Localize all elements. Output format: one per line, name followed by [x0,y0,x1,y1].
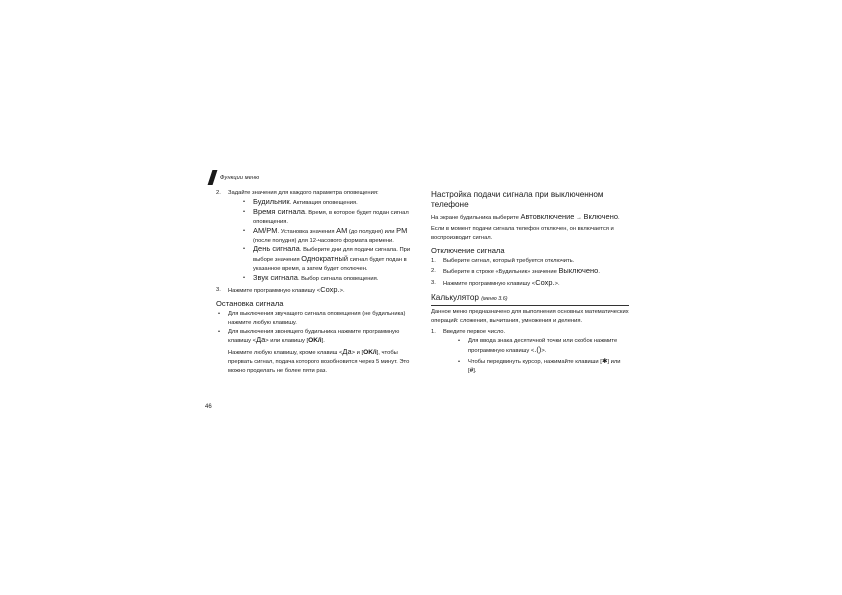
step-3: 3. Нажмите программную клавишу <Сохр.>. [216,285,345,295]
list-item: • Будильник. Активация оповещения. [241,198,412,208]
list-item: • AM/PM. Установка значения AM (до полудня) или PM (после полудня) для 12-часового формата времени. [241,227,412,246]
step-2: 2. Выберите в строке «Будильник» значение Выключено. [431,266,600,276]
section-label: Функции меню [220,175,260,181]
paragraph: Данное меню предназначено для выполнения основных математических операций: сложения, вычитания, умножения и деления. [431,309,629,325]
paragraph: Если в момент подачи сигнала телефон отключен, он включается и воспроизводит сигнал. [431,225,614,241]
heading-stop-alarm: Остановка сигнала [216,298,284,308]
list-item: • Чтобы передвинуть курсор, нажимайте клавиши [✱] или [#]. [456,358,629,376]
alarm-options-list [228,198,412,284]
step-3: 3. Нажмите программную клавишу <Сохр.>. [431,278,560,288]
paragraph: На экране будильника выберите Автовключение → Включено. [431,212,620,221]
stop-note: Нажмите любую клавишу, кроме клавиш <Да> и [OK/i], чтобы прервать сигнал, подача которого возобновится через 5 минут. Это можно проделать не более пяти раз. [228,347,410,375]
step-1: 1. Выберите сигнал, который требуется отключить. [431,257,575,264]
page-number: 46 [205,404,212,410]
right-column [431,190,629,376]
calculator-tips-list [443,337,629,376]
step-1: 1. Введите первое число. [431,329,506,336]
heading-disable-alarm: Отключение сигнала [431,245,505,255]
section-title-calculator: Калькулятор (меню 3.6) [431,293,629,306]
list-item: • Звук сигнала. Выбор сигнала оповещения. [241,274,412,284]
list-item: • Время сигнала. Время, в которое будет подан сигнал оповещения. [241,208,412,227]
left-column [216,189,412,376]
list-item: • Для выключения звучащего сигнала оповещения (не будильника) нажмите любую клавишу. [216,310,412,328]
section-header [206,170,366,186]
list-item: • День сигнала. Выберите дни для подачи сигнала. При выборе значения Однократный сигнал будет подан в указанное время, а затем будет отключен. [241,245,412,274]
step-2: 2. Задайте значения для каждого параметра оповещения: [216,190,379,196]
list-item: • Для выключения звонящего будильника нажмите программную клавишу <Да> или клавишу [OK/i]. [216,328,412,347]
header-mark [208,170,218,185]
menu-number: (меню 3.6) [481,296,508,303]
list-item: • Для ввода знака десятичной точки или скобок нажмите программную клавишу <.()>. [456,337,629,356]
heading-phone-off-alarm: Настройка подачи сигнала при выключенном телефоне [431,190,604,209]
